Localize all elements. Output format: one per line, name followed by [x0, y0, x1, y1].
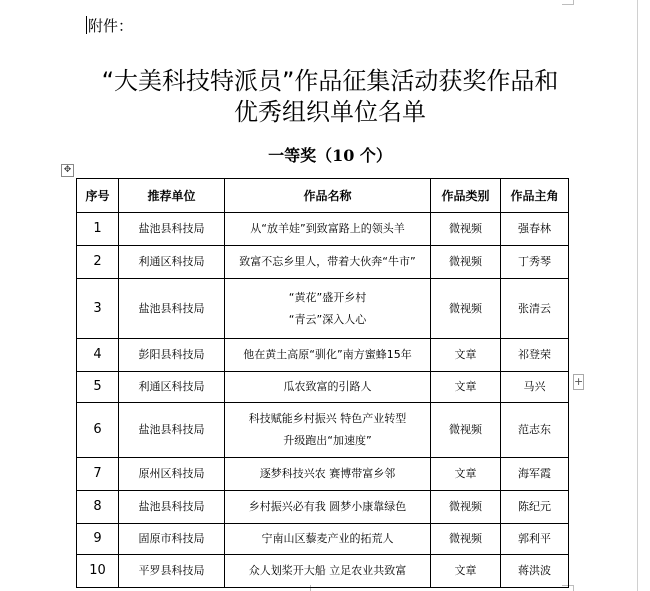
awards-table[interactable] [76, 178, 569, 588]
cell-no[interactable]: 2 [77, 246, 119, 279]
cell-no[interactable]: 7 [77, 458, 119, 491]
margin-corner-mark-top [562, 4, 574, 5]
cell-protagonist[interactable]: 范志东 [501, 403, 569, 458]
cell-work[interactable] [225, 279, 431, 339]
cell-protagonist[interactable]: 海军霞 [501, 458, 569, 491]
work-title-line: 瓜农致富的引路人 [283, 380, 372, 393]
table-row [77, 339, 569, 372]
cell-work[interactable] [225, 403, 431, 458]
cell-category[interactable]: 微视频 [431, 246, 501, 279]
cell-work[interactable] [225, 458, 431, 491]
attachment-label[interactable]: 附件： [88, 17, 134, 35]
table-row [77, 524, 569, 555]
cell-unit[interactable]: 盐池县科技局 [119, 213, 225, 246]
cell-work[interactable] [225, 524, 431, 555]
table-header-row [77, 179, 569, 213]
cell-category[interactable]: 文章 [431, 555, 501, 588]
cell-unit[interactable]: 原州区科技局 [119, 458, 225, 491]
cell-protagonist[interactable]: 蒋洪波 [501, 555, 569, 588]
cell-protagonist[interactable]: 郭利平 [501, 524, 569, 555]
table-row [77, 555, 569, 588]
cell-no[interactable]: 9 [77, 524, 119, 555]
cell-protagonist[interactable]: 马兴 [501, 372, 569, 403]
header-no[interactable]: 序号 [77, 179, 119, 213]
cell-no[interactable]: 1 [77, 213, 119, 246]
work-title-line: “黄花”盛开乡村 [288, 290, 367, 304]
cell-category[interactable]: 文章 [431, 458, 501, 491]
work-title-line: 他在黄土高原“驯化”南方蜜蜂15年 [243, 348, 412, 361]
cell-category[interactable]: 文章 [431, 339, 501, 372]
cell-unit[interactable]: 彭阳县科技局 [119, 339, 225, 372]
cell-category[interactable]: 微视频 [431, 213, 501, 246]
table-row [77, 491, 569, 524]
work-title-line: “青云”深入人心 [288, 312, 367, 326]
cell-category[interactable]: 微视频 [431, 524, 501, 555]
document-title[interactable] [60, 66, 600, 128]
header-category[interactable]: 作品类别 [431, 179, 501, 213]
section-title[interactable]: 一等奖（10 个） [268, 146, 392, 165]
cell-protagonist[interactable]: 强春林 [501, 213, 569, 246]
text-cursor [86, 16, 87, 34]
cell-protagonist[interactable]: 祁登荣 [501, 339, 569, 372]
cell-work[interactable] [225, 213, 431, 246]
title-line-1: “大美科技特派员”作品征集活动获奖作品和 [101, 67, 559, 95]
work-title-line: 逐梦科技兴农 赛博带富乡邻 [259, 467, 396, 480]
cell-category[interactable]: 微视频 [431, 403, 501, 458]
cell-category[interactable]: 微视频 [431, 279, 501, 339]
cell-unit[interactable]: 利通区科技局 [119, 246, 225, 279]
cell-no[interactable]: 4 [77, 339, 119, 372]
cell-work[interactable] [225, 491, 431, 524]
work-title-line: 从“放羊娃”到致富路上的领头羊 [250, 222, 405, 235]
cell-no[interactable]: 3 [77, 279, 119, 339]
work-title-line: 乡村振兴必有我 圆梦小康靠绿色 [248, 500, 407, 513]
work-title-line: 众人划桨开大船 立足农业共致富 [248, 564, 407, 577]
move-icon[interactable]: ✥ [61, 164, 74, 177]
cell-unit[interactable]: 盐池县科技局 [119, 403, 225, 458]
table-row [77, 403, 569, 458]
cell-work[interactable] [225, 246, 431, 279]
cell-no[interactable]: 10 [77, 555, 119, 588]
cell-unit[interactable]: 盐池县科技局 [119, 279, 225, 339]
cell-work[interactable] [225, 339, 431, 372]
cell-no[interactable]: 5 [77, 372, 119, 403]
cell-no[interactable]: 8 [77, 491, 119, 524]
table-row [77, 246, 569, 279]
table-row [77, 279, 569, 339]
cell-unit[interactable]: 盐池县科技局 [119, 491, 225, 524]
cell-work[interactable] [225, 372, 431, 403]
cell-category[interactable]: 文章 [431, 372, 501, 403]
title-line-2: 优秀组织单位名单 [234, 98, 426, 126]
table-row [77, 458, 569, 491]
cell-protagonist[interactable]: 丁秀琴 [501, 246, 569, 279]
cell-unit[interactable]: 利通区科技局 [119, 372, 225, 403]
header-unit[interactable]: 推荐单位 [119, 179, 225, 213]
cell-protagonist[interactable]: 张清云 [501, 279, 569, 339]
header-work[interactable]: 作品名称 [225, 179, 431, 213]
work-title-line: 升级跑出“加速度” [283, 434, 372, 447]
cell-unit[interactable]: 固原市科技局 [119, 524, 225, 555]
header-protagonist[interactable]: 作品主角 [501, 179, 569, 213]
page-edge [637, 0, 638, 591]
work-title-line: 宁南山区藜麦产业的拓荒人 [261, 532, 394, 545]
cell-category[interactable]: 微视频 [431, 491, 501, 524]
work-title-line: 科技赋能乡村振兴 特色产业转型 [248, 412, 407, 425]
table-row [77, 213, 569, 246]
cell-unit[interactable]: 平罗县科技局 [119, 555, 225, 588]
cell-work[interactable] [225, 555, 431, 588]
cell-protagonist[interactable]: 陈纪元 [501, 491, 569, 524]
table-row [77, 372, 569, 403]
cell-no[interactable]: 6 [77, 403, 119, 458]
work-title-line: 致富不忘乡里人，带着大伙奔“牛市” [239, 255, 416, 268]
plus-icon[interactable]: + [574, 375, 584, 388]
